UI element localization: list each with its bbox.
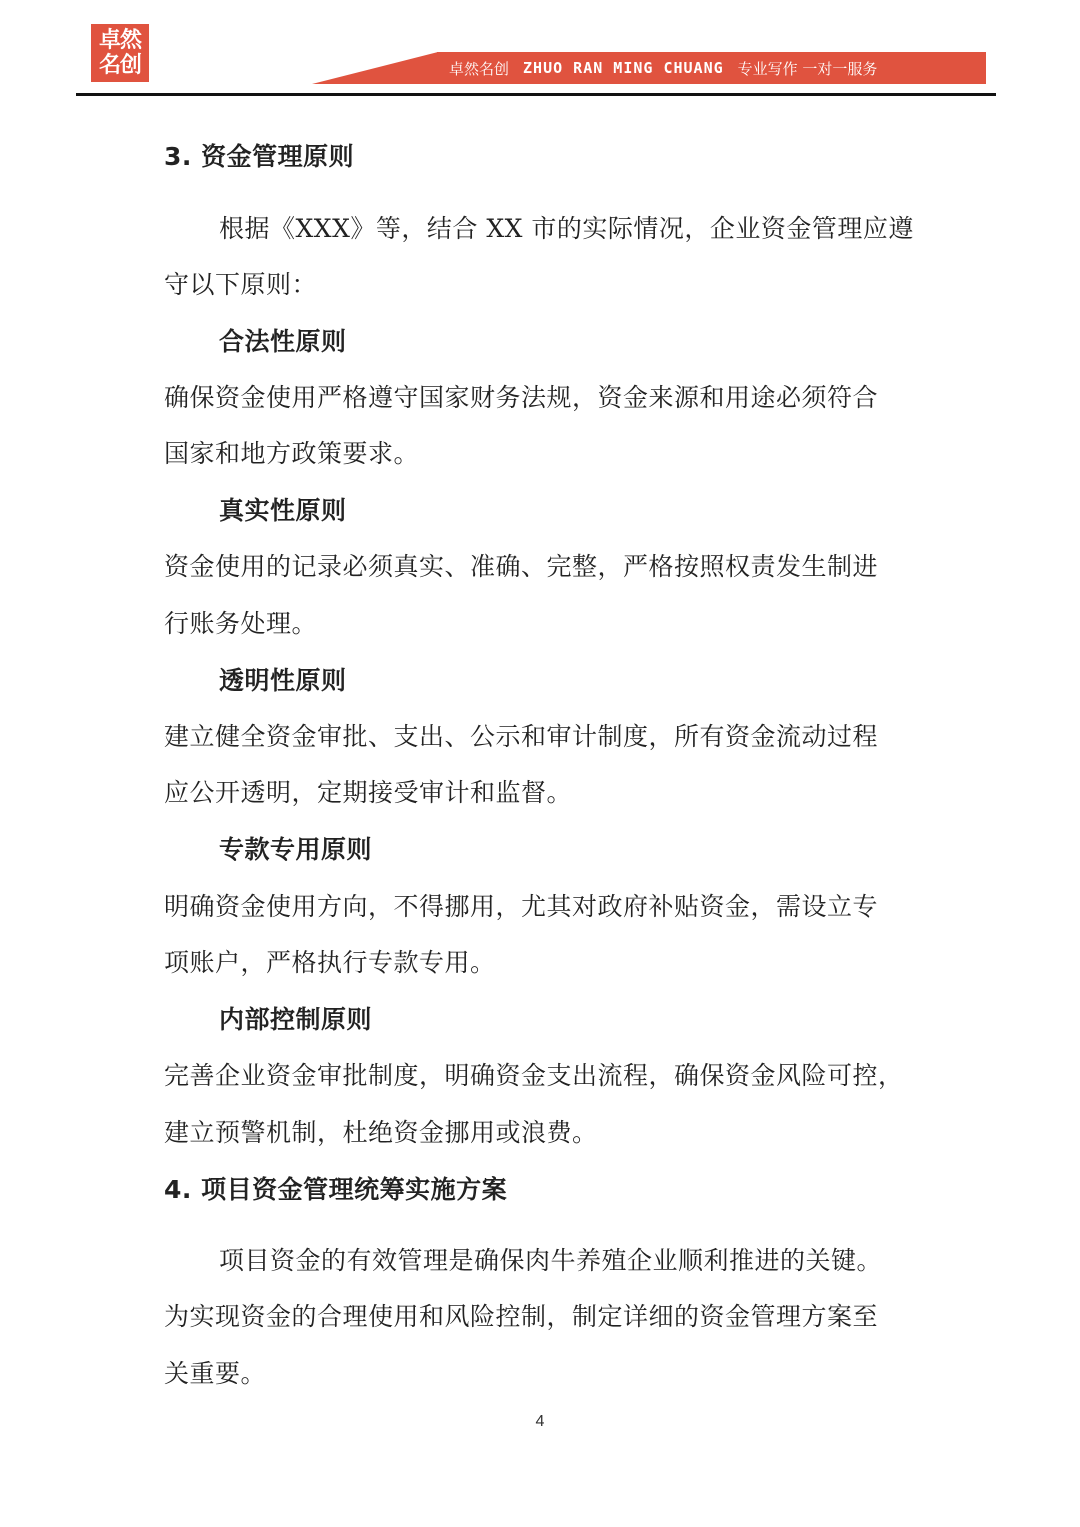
section-4-line-2: 为实现资金的合理使用和风险控制，制定详细的资金管理方案至 [164, 1302, 879, 1331]
principle-text-line: 资金使用的记录必须真实、准确、完整，严格按照权责发生制进 [164, 552, 879, 581]
principle-title: 真实性原则 [219, 496, 347, 525]
principle-title: 合法性原则 [219, 327, 347, 356]
principle-text-line: 建立预警机制，杜绝资金挪用或浪费。 [164, 1118, 598, 1147]
principle-text-line: 项账户，严格执行专款专用。 [164, 948, 496, 977]
banner-cn-name: 卓然名创 [449, 59, 510, 78]
section-4-line-3: 关重要。 [164, 1359, 267, 1388]
brand-logo [91, 24, 149, 82]
principle-text-line: 应公开透明，定期接受审计和监督。 [164, 778, 573, 807]
principle-text-line: 建立健全资金审批、支出、公示和审计制度，所有资金流动过程 [164, 722, 879, 751]
section-3-title: 3. 资金管理原则 [164, 142, 355, 171]
section-3-intro-line-2: 守以下原则： [164, 270, 318, 299]
logo-line-1: 卓然 [98, 27, 141, 53]
banner-en-name: ZHUO RAN MING CHUANG [523, 59, 724, 77]
principle-text-line: 行账务处理。 [164, 609, 318, 638]
principle-text-line: 国家和地方政策要求。 [164, 439, 420, 468]
header-rule [76, 93, 996, 96]
section-3-intro-line-1: 根据《XXX》等，结合 XX 市的实际情况，企业资金管理应遵 [219, 214, 914, 243]
section-4-title: 4. 项目资金管理统筹实施方案 [164, 1175, 508, 1204]
header-banner [437, 52, 986, 84]
principle-text-line: 完善企业资金审批制度，明确资金支出流程，确保资金风险可控， [164, 1061, 904, 1090]
principle-text-line: 明确资金使用方向，不得挪用，尤其对政府补贴资金，需设立专 [164, 892, 879, 921]
principle-title: 内部控制原则 [219, 1005, 373, 1034]
section-4-line-1: 项目资金的有效管理是确保肉牛养殖企业顺利推进的关键。 [219, 1246, 883, 1275]
principle-title: 专款专用原则 [219, 835, 373, 864]
principle-text-line: 确保资金使用严格遵守国家财务法规，资金来源和用途必须符合 [164, 383, 879, 412]
banner-wedge [312, 52, 438, 84]
banner-slogan: 专业写作 一对一服务 [737, 59, 878, 78]
page-number: 4 [535, 1413, 545, 1430]
principle-title: 透明性原则 [219, 666, 347, 695]
page-header [0, 0, 1080, 100]
logo-line-2: 名创 [98, 52, 141, 78]
